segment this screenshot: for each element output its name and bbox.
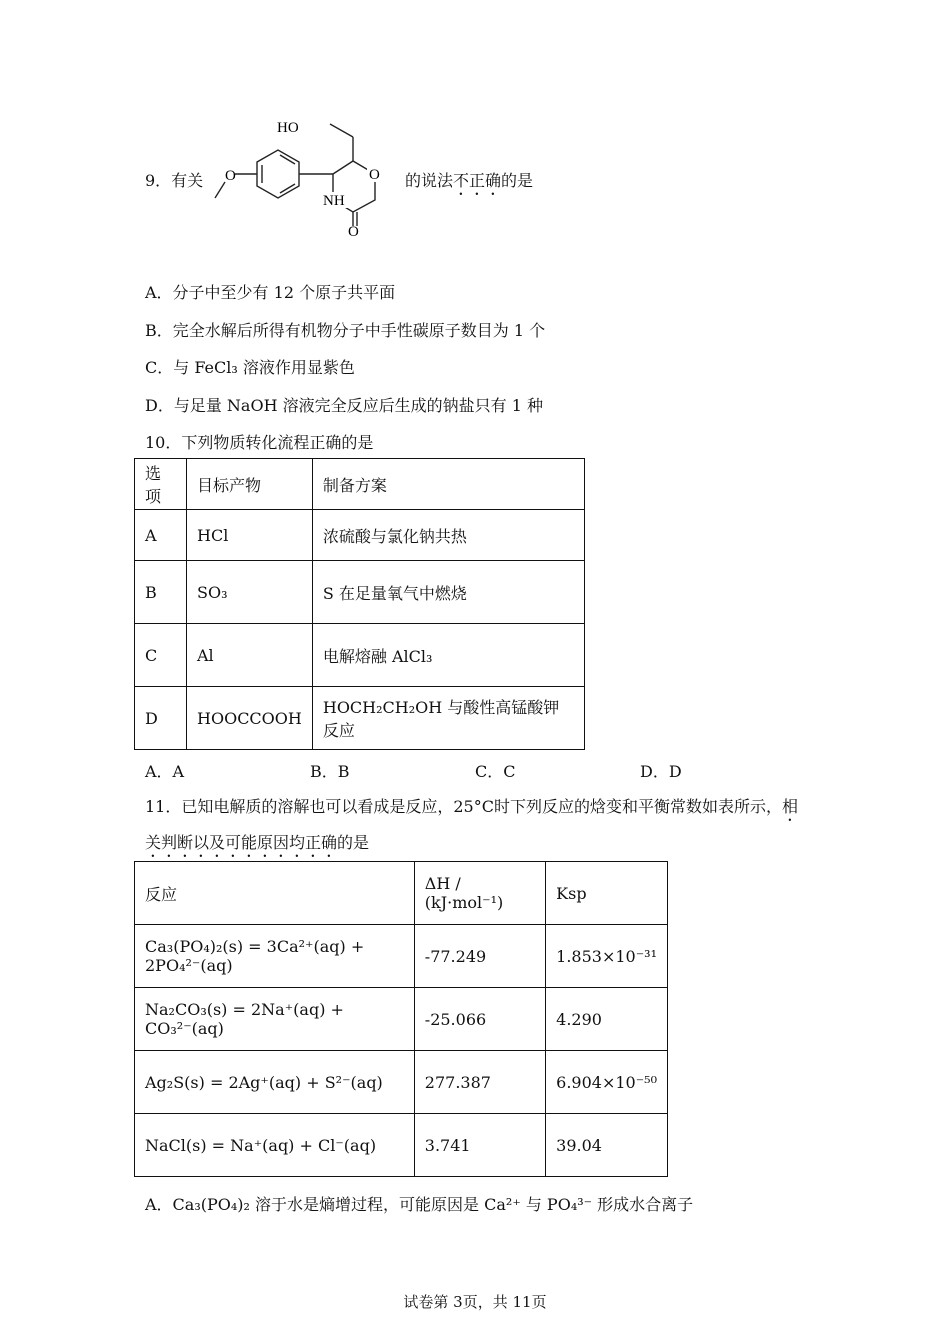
cell-product: SO₃ (187, 561, 313, 624)
cell-product: HCl (187, 510, 313, 561)
cell-enthalpy: -77.249 (414, 925, 545, 988)
emphasis-not-correct: 不正确 (453, 171, 502, 190)
header-enthalpy: ΔH / (kJ·mol⁻¹) (414, 862, 545, 925)
cell-ksp: 6.904×10⁻⁵⁰ (546, 1051, 668, 1114)
cell-ksp: 1.853×10⁻³¹ (546, 925, 668, 988)
q10-choice-a[interactable]: A．A (145, 762, 185, 781)
q10-choice-d[interactable]: D．D (640, 762, 682, 781)
cell-scheme: HOCH₂CH₂OH 与酸性高锰酸钾反应 (312, 687, 584, 750)
mol-label-nh: NH (323, 193, 345, 209)
header-ksp: Ksp (546, 862, 668, 925)
table-row (135, 925, 668, 988)
table-row (135, 510, 585, 561)
table-row (135, 624, 585, 687)
cell-reaction: NaCl(s) = Na⁺(aq) + Cl⁻(aq) (135, 1114, 415, 1177)
cell-enthalpy: -25.066 (414, 988, 545, 1051)
mol-label-o-ring: O (369, 167, 380, 183)
cell-option: C (135, 624, 187, 687)
q11-option-a[interactable]: A．Ca₃(PO₄)₂ 溶于水是熵增过程，可能原因是 Ca²⁺ 与 PO₄³⁻ 形成水合离子 (145, 1195, 694, 1214)
mol-label-o-methoxy: O (225, 168, 236, 184)
q10-stem: 10．下列物质转化流程正确的是 (145, 433, 374, 452)
q9-stem-prefix: 9．有关 (145, 171, 204, 190)
q9-option-d[interactable]: D．与足量 NaOH 溶液完全反应后生成的钠盐只有 1 种 (145, 396, 543, 415)
header-scheme: 制备方案 (312, 459, 584, 510)
cell-product: HOOCCOOH (187, 687, 313, 750)
cell-scheme: 电解熔融 AlCl₃ (312, 624, 584, 687)
molecule-structure-image (205, 112, 410, 242)
q9-stem-tail: 的说法不正确的是 (405, 171, 534, 190)
cell-option: A (135, 510, 187, 561)
table-header-row (135, 459, 585, 510)
benzene-ring (257, 150, 299, 198)
q10-choice-b[interactable]: B．B (310, 762, 350, 781)
mol-label-ho: HO (277, 120, 299, 136)
header-option: 选项 (135, 459, 187, 510)
cell-product: Al (187, 624, 313, 687)
cell-ksp: 39.04 (546, 1114, 668, 1177)
q9-option-a[interactable]: A．分子中至少有 12 个原子共平面 (145, 283, 396, 302)
table-row (135, 1051, 668, 1114)
header-reaction: 反应 (135, 862, 415, 925)
q9-option-c[interactable]: C．与 FeCl₃ 溶液作用显紫色 (145, 358, 355, 377)
table-row (135, 1114, 668, 1177)
cell-ksp: 4.290 (546, 988, 668, 1051)
page-footer: 试卷第 3页，共 11页 (403, 1293, 547, 1311)
cell-enthalpy: 277.387 (414, 1051, 545, 1114)
cell-option: D (135, 687, 187, 750)
cell-reaction: Ca₃(PO₄)₂(s) = 3Ca²⁺(aq) + 2PO₄²⁻(aq) (135, 925, 415, 988)
q11-stem-line1: 11．已知电解质的溶解也可以看成是反应，25°C时下列反应的焓变和平衡常数如表所示，相 (145, 797, 798, 816)
cell-enthalpy: 3.741 (414, 1114, 545, 1177)
q11-stem-line2: 关判断以及可能原因均正确的是 (145, 833, 370, 852)
table-row (135, 988, 668, 1051)
cell-option: B (135, 561, 187, 624)
q11-table (134, 861, 668, 1177)
cell-scheme: S 在足量氧气中燃烧 (312, 561, 584, 624)
q10-choice-c[interactable]: C．C (475, 762, 516, 781)
header-product: 目标产物 (187, 459, 313, 510)
q10-table (134, 458, 585, 750)
cell-reaction: Ag₂S(s) = 2Ag⁺(aq) + S²⁻(aq) (135, 1051, 415, 1114)
table-row (135, 561, 585, 624)
table-row (135, 687, 585, 750)
cell-scheme: 浓硫酸与氯化钠共热 (312, 510, 584, 561)
table-header-row (135, 862, 668, 925)
q9-option-b[interactable]: B．完全水解后所得有机物分子中手性碳原子数目为 1 个 (145, 321, 546, 340)
mol-label-o-carbonyl: O (348, 224, 359, 240)
cell-reaction: Na₂CO₃(s) = 2Na⁺(aq) + CO₃²⁻(aq) (135, 988, 415, 1051)
